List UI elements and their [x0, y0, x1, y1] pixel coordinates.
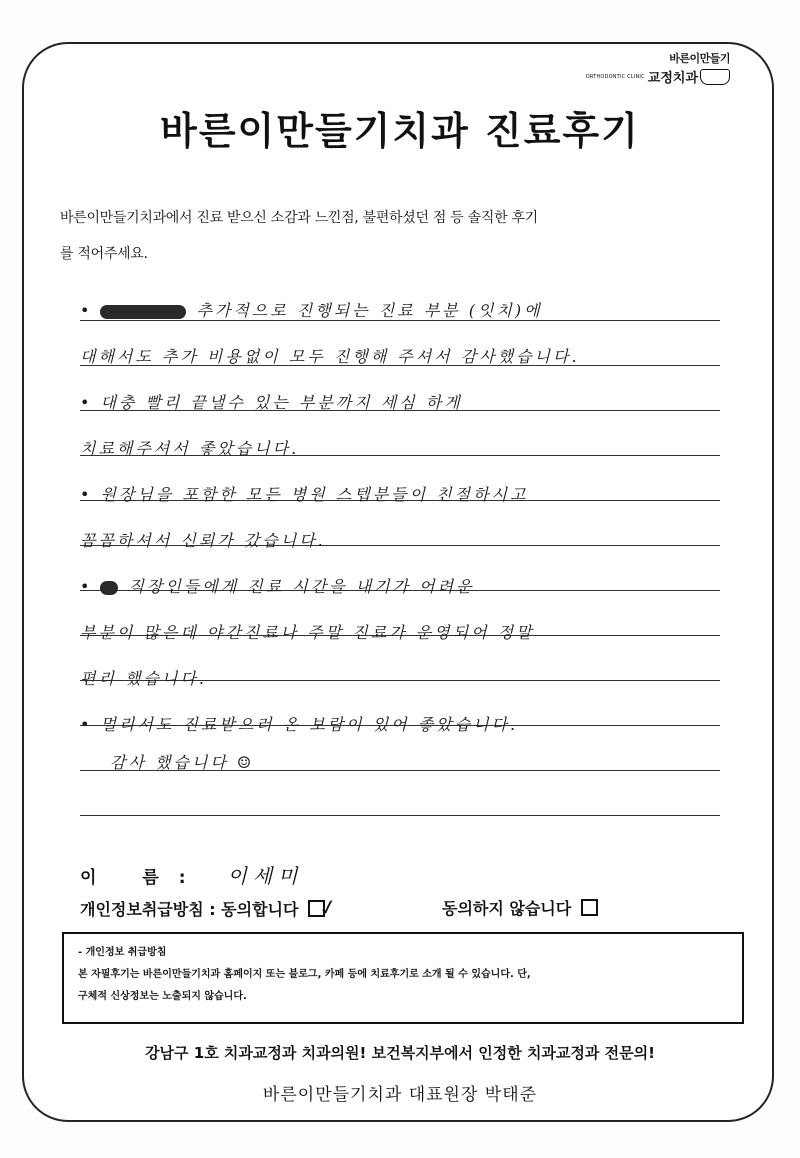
tooth-logo-icon: [700, 69, 730, 85]
disagree-checkbox[interactable]: [581, 899, 598, 916]
name-row: [80, 860, 303, 889]
bullet-icon: •: [80, 393, 93, 412]
review-line: • 추가적으로 진행되는 진료 부분 (잇치)에: [80, 301, 543, 320]
intro-line-2: 를 적어주세요.: [60, 246, 148, 262]
check-icon: ✓: [317, 894, 340, 923]
smiley-icon: ☺: [228, 753, 255, 772]
bullet-icon: •: [80, 577, 93, 596]
name-label: 이 름:: [80, 868, 206, 888]
intro-line-1: 바른이만들기치과에서 진료 받으신 소감과 느낀점, 불편하셨던 점 등 솔직한 후기: [60, 210, 538, 226]
notice-line-1: 본 자필후기는 바른이만들기치과 홈페이지 또는 블로그, 카페 등에 치료후기로 소개 될 수 있습니다. 단,: [78, 969, 531, 980]
review-line: 부분이 많은데 야간진료나 주말 진료가 운영되어 정말: [80, 623, 535, 642]
notice-heading: - 개인정보 취급방침: [78, 947, 167, 958]
bullet-icon: •: [80, 301, 93, 320]
review-line: 치료해주셔서 좋았습니다.: [80, 439, 300, 458]
redaction-scribble: [100, 581, 118, 595]
name-value: 이세미: [227, 864, 304, 888]
clinic-logo: [586, 50, 730, 86]
review-line: 대해서도 추가 비용없이 모두 진행해 주셔서 감사했습니다.: [80, 347, 580, 366]
consent-label: 개인정보취급방침 : 동의합니다: [80, 900, 299, 919]
footer-tagline: 강남구 1호 치과교정과 치과의원! 보건복지부에서 인정한 치과교정과 전문의!: [145, 1044, 655, 1062]
footer-signature: 바른이만들기치과 대표원장 박태준: [262, 1085, 538, 1105]
logo-top-text: 바른이만들기: [669, 52, 730, 65]
bullet-icon: •: [80, 485, 93, 504]
disagree-option: [442, 896, 598, 919]
notice-line-2: 구체적 신상정보는 노출되지 않습니다.: [78, 991, 247, 1002]
redaction-scribble: [100, 305, 186, 319]
review-line: 감사 했습니다 ☺: [110, 753, 255, 772]
intro-text: [60, 200, 740, 272]
review-line: 꼼꼼하셔서 신뢰가 갔습니다.: [80, 531, 326, 550]
page-title: 바른이만들기치과 진료후기: [160, 108, 640, 153]
logo-sub-text: ORTHODONTIC CLINIC: [585, 73, 645, 80]
review-line: 편리 했습니다.: [80, 669, 207, 688]
bullet-icon: •: [80, 715, 93, 734]
review-line: • 대충 빨리 끝낼수 있는 부분까지 세심 하게: [80, 393, 463, 412]
disagree-label: 동의하지 않습니다: [442, 899, 572, 918]
consent-row: [80, 896, 740, 921]
ruled-line: [80, 815, 720, 816]
review-line: • 원장님을 포함한 모든 병원 스텝분들이 친절하시고: [80, 485, 529, 504]
logo-bottom-text: 교정치과: [647, 71, 698, 86]
review-line: • 멀리서도 진료받으러 온 보람이 있어 좋았습니다.: [80, 715, 519, 734]
privacy-notice-box: [62, 932, 744, 1024]
review-line: • 직장인들에게 진료 시간을 내기가 어려운: [80, 577, 475, 596]
